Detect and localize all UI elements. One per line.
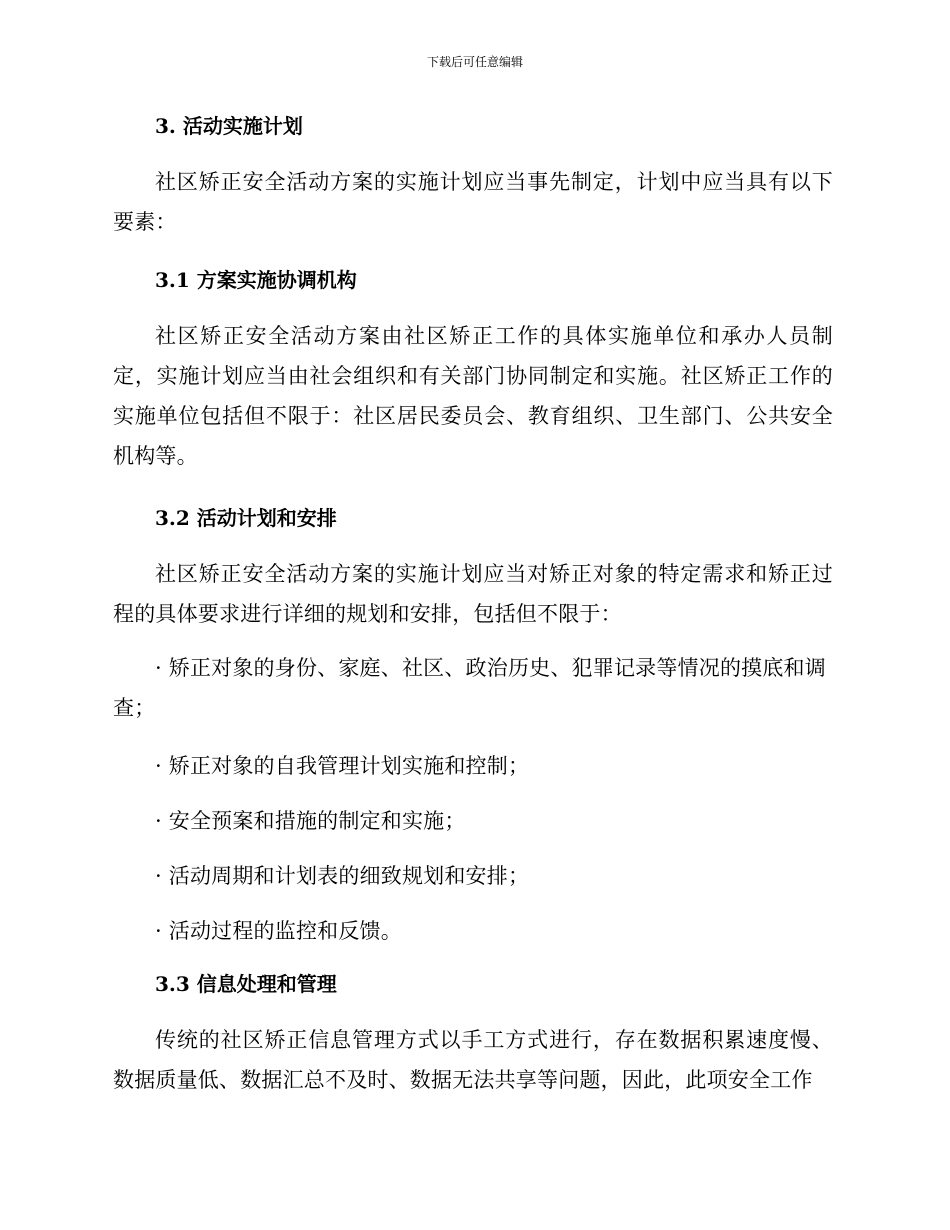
section-3-2-paragraph: 社区矫正安全活动方案的实施计划应当对矫正对象的特定需求和矫正过程的具体要求进行详细的规划和安排，包括但不限于： [113, 562, 833, 626]
bullet-item: · 矫正对象的自我管理计划实施和控制； [155, 754, 530, 778]
page-header-note: 下载后可任意编辑 [426, 55, 523, 69]
section-3-3-paragraph: 传统的社区矫正信息管理方式以手工方式进行，存在数据积累速度慢、数据质量低、数据汇总不及时、数据无法共享等问题，因此，此项安全工作 [113, 1028, 833, 1092]
section-3-1-paragraph: 社区矫正安全活动方案由社区矫正工作的具体实施单位和承办人员制定，实施计划应当由社会组织和有关部门协同制定和实施。社区矫正工作的实施单位包括但不限于：社区居民委员会、教育组织、卫生部门、公共安全机构等。 [113, 324, 833, 468]
bullet-item: · 安全预案和措施的制定和实施； [155, 809, 466, 833]
section-3-1-heading: 3.1 方案实施协调机构 [155, 268, 357, 292]
bullet-item: · 活动周期和计划表的细致规划和安排； [155, 864, 530, 888]
bullet-item: · 矫正对象的身份、家庭、社区、政治历史、犯罪记录等情况的摸底和调查； [113, 656, 826, 720]
section-3-paragraph: 社区矫正安全活动方案的实施计划应当事先制定，计划中应当具有以下要素： [113, 170, 833, 234]
bullet-item: · 活动过程的监控和反馈。 [155, 919, 402, 943]
section-3-heading: 3. 活动实施计划 [155, 114, 303, 138]
section-3-3-heading: 3.3 信息处理和管理 [155, 972, 337, 996]
section-3-2-heading: 3.2 活动计划和安排 [155, 506, 337, 530]
